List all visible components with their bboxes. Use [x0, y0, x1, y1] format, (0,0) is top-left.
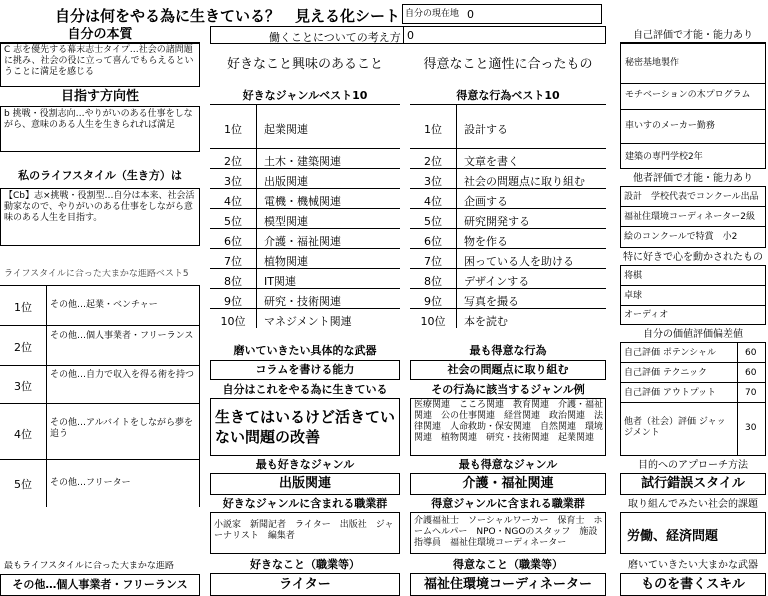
career-row	[0, 286, 200, 326]
value-gap-label: 自己評価 ポテンシャル	[624, 348, 717, 358]
sheet-title: 自分は何をやる為に生きている？ 見える化シート	[55, 7, 401, 25]
apt-jobs-title: 得意ジャンルに含まれる職業群	[431, 497, 585, 510]
action-row	[410, 229, 606, 249]
genre-row	[210, 269, 400, 289]
action-text: 文章を書く	[464, 155, 519, 168]
lifestyle-box	[0, 188, 200, 246]
genre-rank: 3位	[224, 175, 242, 188]
action-row	[410, 189, 606, 209]
genre-rank: 9位	[224, 295, 242, 308]
heart-item: オーディオ	[624, 310, 669, 320]
value-gap-label: 他者（社会）評価 ジャッジメント	[624, 417, 726, 438]
genre-row	[210, 105, 400, 149]
value-gap-label: 自己評価 アウトプット	[624, 388, 716, 398]
action-text: 物を作る	[464, 235, 508, 248]
action-rank: 3位	[424, 175, 442, 188]
self-eval-item: 建築の専門学校2年	[625, 152, 703, 162]
action-rank: 10位	[420, 315, 446, 328]
value-gap-value: 70	[745, 388, 757, 398]
genre-row	[210, 209, 400, 229]
apt-genre-title: 最も得意なジャンル	[458, 458, 558, 471]
apt-jobs-text: 介護福祉士 ソーシャルワーカー 保育士 ホームヘルパー NPO・NGOのスタッフ 施設指導員 福祉住環境コーディネーター	[414, 516, 603, 548]
career-rank: 3位	[14, 380, 32, 393]
genre-row	[210, 229, 400, 249]
value-gap-row	[621, 343, 765, 363]
career-best-table	[0, 285, 200, 507]
others-eval-item: 設計 学校代表でコンクール出品	[621, 187, 765, 207]
action-text: 写真を撮る	[464, 295, 519, 308]
action-rank: 8位	[424, 275, 442, 288]
purpose-value: 生きてはいるけど活きていない問題の改善	[215, 408, 396, 446]
genre-text: マネジメント関連	[264, 315, 352, 328]
value-gap-title: 自分の価値評価偏差値	[643, 329, 743, 340]
action-genres-text: 医療関連 こころ関連 教育関連 介護・福祉関連 公の仕事関連 経営関連 政治関連 法律関連 人命救助・保安関連 自然関連 環境関連 植物関連 研究・技術関連 起業関連	[414, 400, 604, 443]
genre-text: 植物関連	[264, 255, 308, 268]
genre-rank: 10位	[220, 315, 246, 328]
career-rank: 2位	[14, 341, 32, 354]
action-text: 設計する	[464, 123, 508, 136]
current-status-box	[402, 4, 602, 24]
career-text: その他…フリーター	[50, 478, 131, 488]
action-row	[410, 249, 606, 269]
aptitude-header: 得意なこと適性に合ったもの	[423, 57, 593, 72]
purpose-title: 自分はこれをやる為に生きている	[222, 383, 388, 396]
career-text: その他…自力で収入を得る術を持つ	[50, 370, 195, 380]
genre-rank: 2位	[224, 155, 242, 168]
career-text: その他…アルバイトをしながら夢を追う	[50, 418, 194, 439]
direction-title: 目指す方向性	[60, 89, 139, 104]
genre-rank: 8位	[224, 275, 242, 288]
current-status-label: 自分の現在地	[405, 9, 460, 19]
self-eval-item: 車いすのメーカー勤務	[621, 110, 765, 144]
genre-rank: 5位	[224, 215, 242, 228]
direction-box	[0, 106, 200, 152]
career-rank: 1位	[14, 301, 32, 314]
lifestyle-title: 私のライフスタイル（生き方）は	[18, 169, 182, 182]
lifestyle-text: 【Cb】志×挑戦・役割型…自分は本来、社会活動家なので、やりがいのある仕事をしながら意味のある人生を目指す。	[4, 191, 195, 223]
action-text: 困っている人を助ける	[464, 255, 574, 268]
genre-text: 介護・福祉関連	[264, 235, 341, 248]
action-genres-box	[410, 398, 606, 456]
genre-rank: 6位	[224, 235, 242, 248]
value-gap-label: 自己評価 テクニック	[624, 368, 707, 378]
genre-text: 出版関連	[264, 175, 308, 188]
action-row	[410, 209, 606, 229]
apt-jobs-box	[410, 512, 606, 554]
action-row	[410, 149, 606, 169]
best-career-value: その他…個人事業者・フリーランス	[0, 574, 200, 596]
genre-rank: 4位	[224, 195, 242, 208]
others-eval-item: 福祉住環境コーディネーター2級	[621, 207, 765, 227]
action-row	[410, 269, 606, 289]
action-row	[410, 105, 606, 149]
action-rank: 1位	[424, 123, 442, 136]
genre-text: IT関連	[264, 275, 296, 288]
social-issue-title: 取り組んでみたい社会的課題	[628, 499, 758, 510]
approach-value: 試行錯誤スタイル	[620, 473, 766, 495]
self-eval-list	[620, 43, 766, 169]
social-issue-value: 労働、経済問題	[627, 529, 719, 544]
best-action-title: 最も得意な行為	[469, 344, 547, 357]
action-text: 企画する	[464, 195, 508, 208]
self-eval-item: モチベーションの木プログラム	[621, 84, 765, 110]
action-text: 社会の問題点に取り組む	[464, 175, 585, 188]
skill-title: 磨いていきたい大まかな武器	[628, 560, 758, 571]
genre-row	[210, 249, 400, 269]
likes-header: 好きなこと興味のあること	[226, 57, 383, 72]
fav-jobs-box	[210, 512, 400, 554]
action-row	[410, 169, 606, 189]
career-row	[0, 366, 200, 404]
essence-box	[0, 43, 200, 87]
action-text: 本を読む	[464, 315, 508, 328]
genre-row	[210, 169, 400, 189]
career-rank: 5位	[14, 478, 32, 491]
career-text: その他…起業・ベンチャー	[50, 300, 158, 310]
career-row	[0, 460, 200, 507]
self-eval-item: 秘密基地製作	[621, 44, 765, 84]
fav-genre-value: 出版関連	[210, 473, 400, 495]
action-rank: 2位	[424, 155, 442, 168]
others-eval-item: 絵のコンクールで特賞 小2	[624, 232, 738, 242]
action-table	[410, 104, 606, 328]
best-action-value: 社会の問題点に取り組む	[410, 360, 606, 380]
action-genres-title: その行為に該当するジャンル例	[431, 383, 585, 396]
action-rank: 6位	[424, 235, 442, 248]
genre-row	[210, 289, 400, 309]
value-gap-value: 30	[745, 423, 757, 433]
direction-text: b 挑戦・役割志向…やりがいのある仕事をしながら、意味のある人生を生きられれば満足	[4, 109, 193, 130]
heart-item: 将棋	[621, 266, 765, 286]
career-row	[0, 404, 200, 460]
genre-row	[210, 309, 400, 328]
sheet-header	[0, 0, 768, 27]
apt-job-value: 福祉住環境コーディネーター	[410, 573, 606, 596]
skill-value: ものを書くスキル	[620, 573, 766, 596]
apt-genre-value: 介護・福祉関連	[410, 473, 606, 495]
action-rank: 5位	[424, 215, 442, 228]
essence-text: C 志を優先する幕末志士タイプ…社会の諸問題に挑み、社会の役に立って喜んでもらえるということに満足を感じる	[4, 45, 194, 77]
value-gap-value: 60	[745, 348, 757, 358]
value-gap-row	[621, 383, 765, 403]
genre-text: 模型関連	[264, 215, 308, 228]
fav-job-title: 好きなこと（職業等）	[250, 558, 360, 571]
heart-item: 卓球	[621, 286, 765, 306]
genre-rank: 7位	[224, 255, 242, 268]
genre-text: 起業関連	[264, 123, 308, 136]
value-gap-value: 60	[745, 368, 757, 378]
action-rank: 7位	[424, 255, 442, 268]
genre-rank: 1位	[224, 123, 242, 136]
work-thinking-value: 0	[407, 29, 414, 42]
genre-text: 電機・機械関連	[264, 195, 341, 208]
fav-jobs-title: 好きなジャンルに含まれる職業群	[222, 497, 388, 510]
best-career-title: 最もライフスタイルに合った大まかな進路	[4, 561, 174, 571]
apt-job-title: 得意なこと（職業等）	[453, 558, 563, 571]
genre-best-title: 好きなジャンルベスト10	[242, 89, 368, 102]
work-thinking-box	[210, 26, 606, 44]
approach-title: 目的へのアプローチ方法	[638, 460, 748, 471]
others-eval-list	[620, 186, 766, 248]
action-rank: 4位	[424, 195, 442, 208]
action-best-title: 得意な行為ベスト10	[456, 89, 560, 102]
fav-job-value: ライター	[210, 573, 400, 596]
essence-title: 自分の本質	[0, 27, 200, 43]
action-row	[410, 289, 606, 309]
career-row	[0, 326, 200, 366]
genre-row	[210, 149, 400, 169]
action-text: 研究開発する	[464, 215, 530, 228]
heart-title: 特に好きで心を動かされたもの	[623, 252, 763, 263]
career-best-title: ライフスタイルに合った大まかな進路ベスト5	[4, 269, 189, 279]
genre-text: 土木・建築関連	[264, 155, 341, 168]
social-issue-box	[620, 512, 766, 554]
career-rank: 4位	[14, 428, 32, 441]
weapon-title: 磨いていきたい具体的な武器	[233, 344, 377, 357]
self-eval-title: 自己評価で才能・能力あり	[620, 29, 766, 43]
work-thinking-label: 働くことについての考え方	[269, 31, 401, 44]
action-rank: 9位	[424, 295, 442, 308]
action-text: デザインする	[464, 275, 530, 288]
genre-text: 研究・技術関連	[264, 295, 341, 308]
weapon-value: コラムを書ける能力	[210, 360, 400, 380]
genre-table	[210, 104, 400, 328]
fav-genre-title: 最も好きなジャンル	[255, 458, 355, 471]
genre-row	[210, 189, 400, 209]
purpose-box	[210, 398, 400, 456]
value-gap-table	[620, 342, 766, 456]
others-eval-title: 他者評価で才能・能力あり	[633, 173, 753, 184]
current-status-value: 0	[467, 8, 474, 21]
value-gap-row	[621, 403, 765, 455]
heart-list	[620, 265, 766, 325]
fav-jobs-text: 小説家 新聞記者 ライター 出版社 ジャーナリスト 編集者	[214, 520, 394, 541]
action-row	[410, 309, 606, 328]
career-text: その他…個人事業者・フリーランス	[50, 331, 194, 341]
value-gap-row	[621, 363, 765, 383]
